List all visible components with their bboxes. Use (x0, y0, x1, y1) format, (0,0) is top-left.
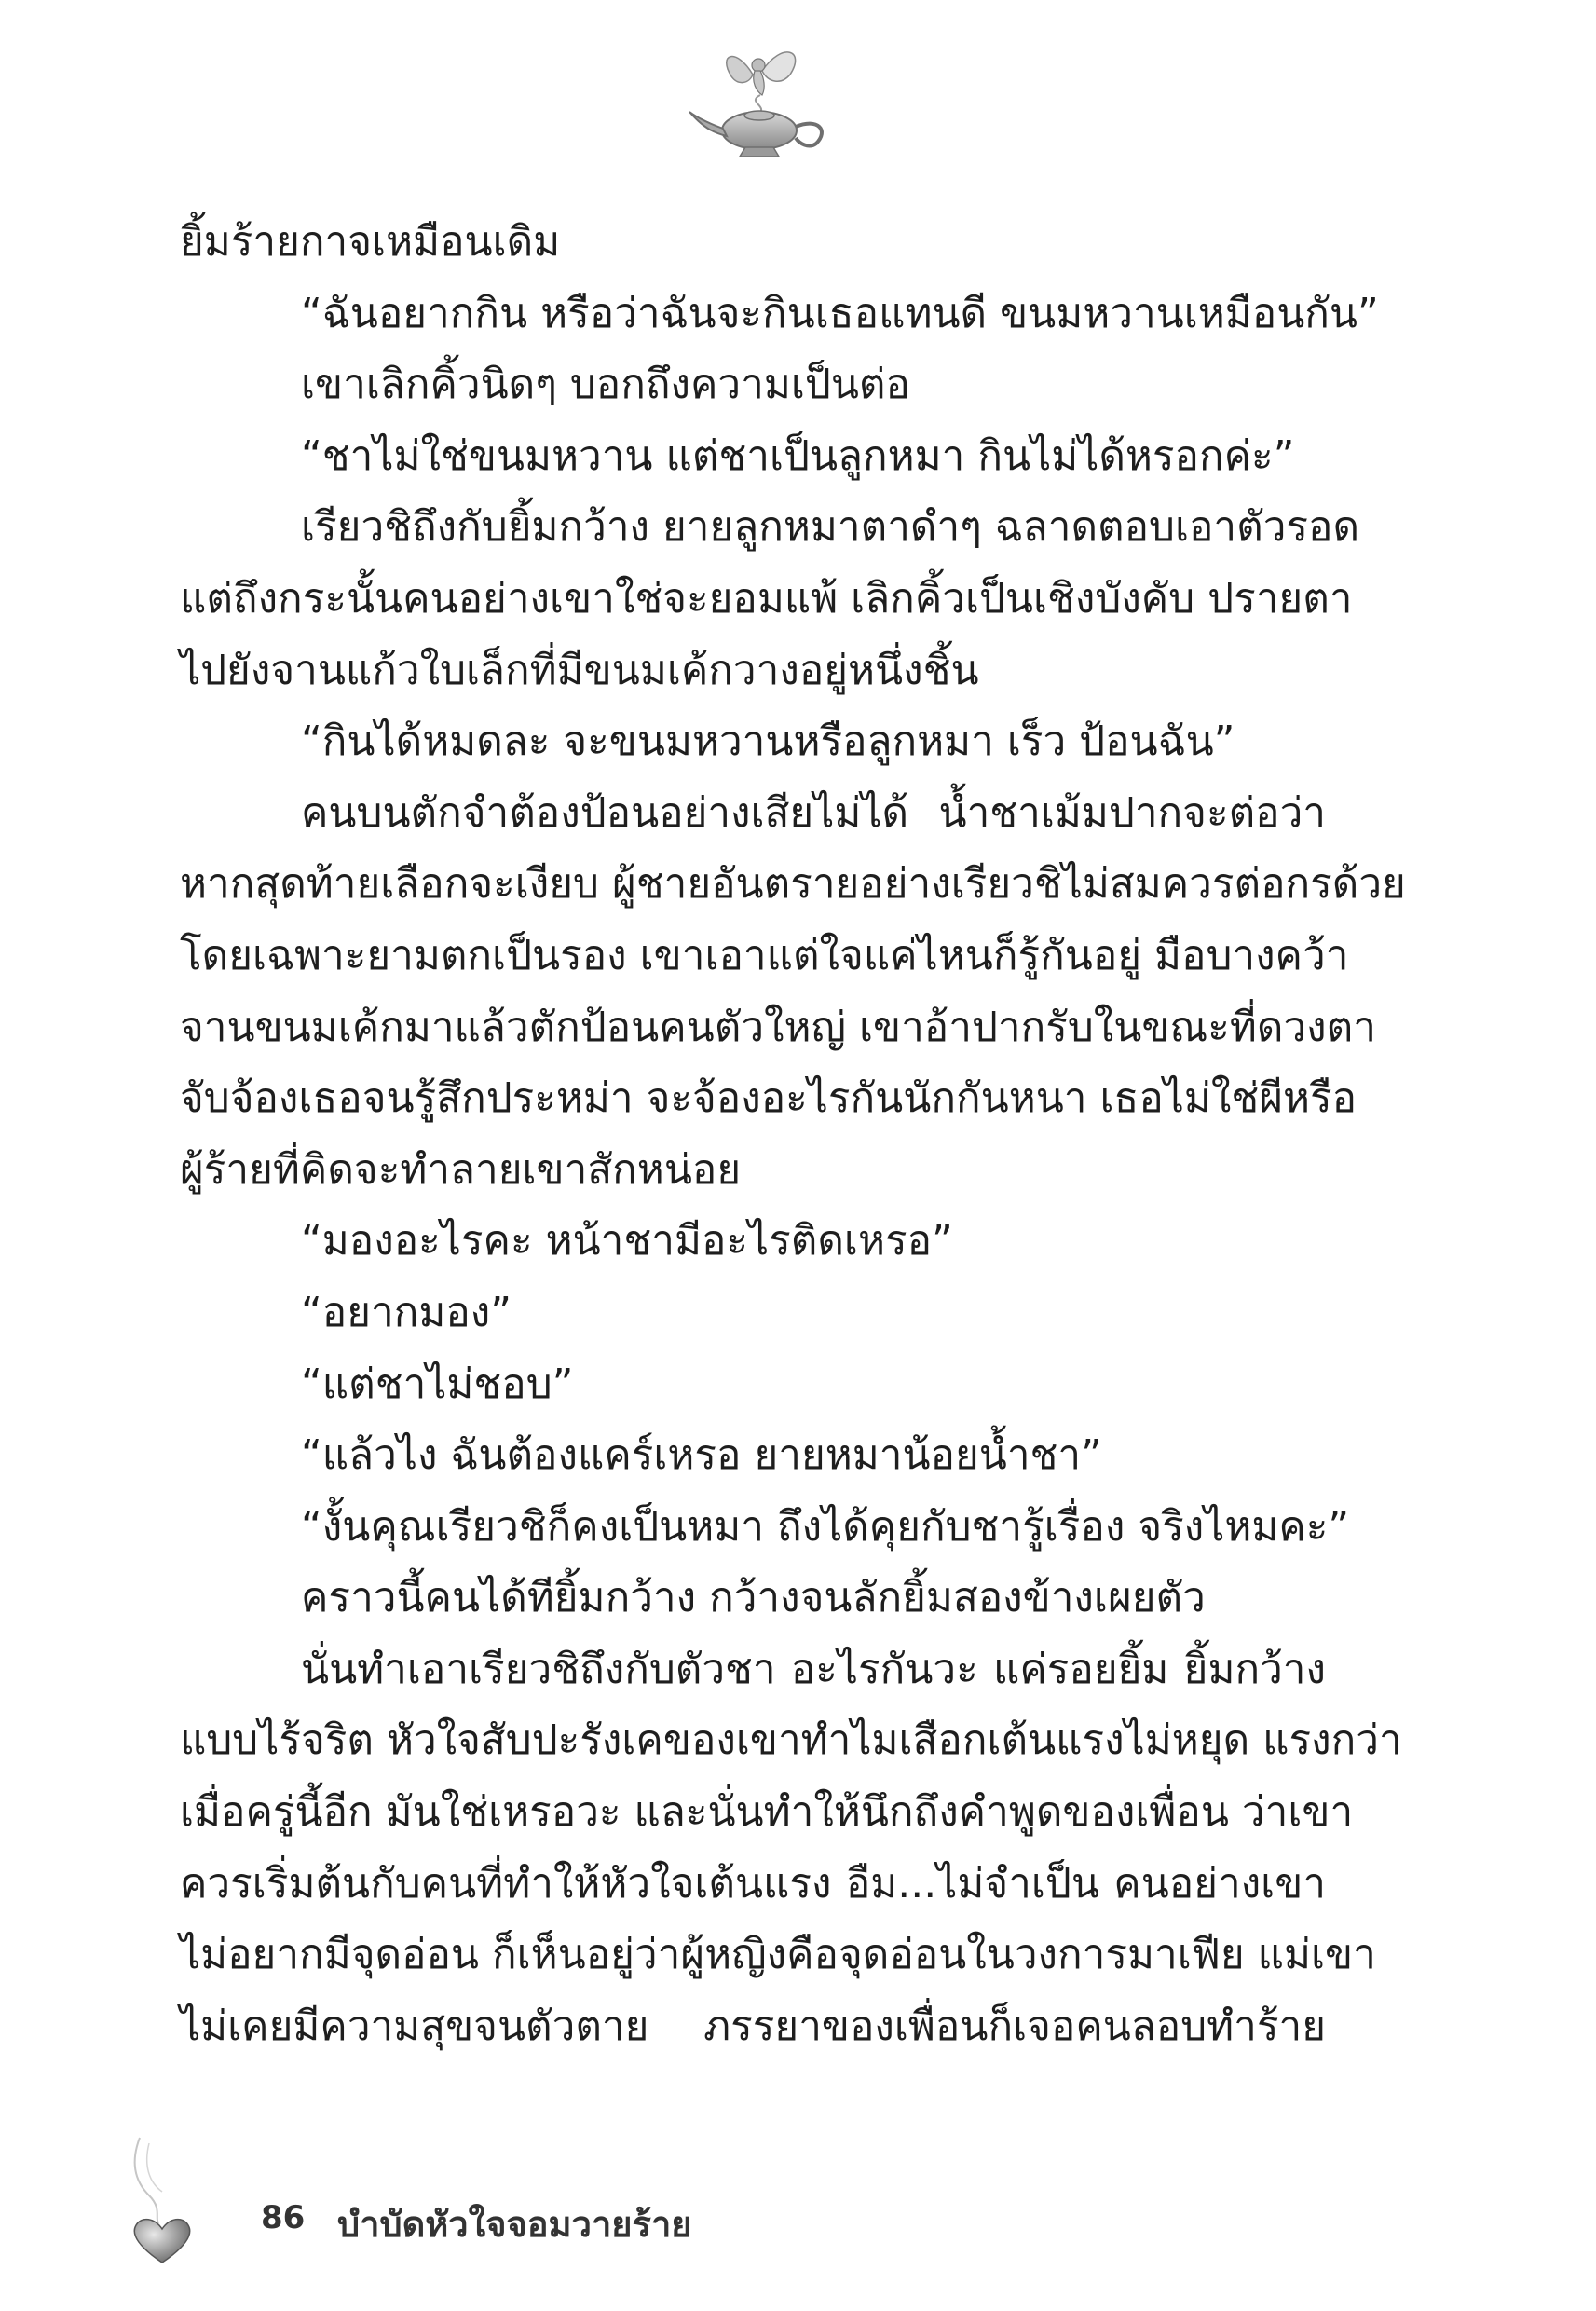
body-text (180, 207, 1406, 2062)
text-line: คราวนี้คนได้ทียิ้มกว้าง กว้างจนลักยิ้มสองข้างเผยตัว (301, 1574, 1206, 1622)
page-number: 86 (261, 2199, 306, 2236)
text-line: ไปยังจานแก้วใบเล็กที่มีขนมเค้กวางอยู่หนึ่งชิ้น (180, 646, 979, 694)
text-line: เมื่อครู่นี้อีก มันใช่เหรอวะ และนั่นทำให้นึกถึงคำพูดของเพื่อน ว่าเขา (180, 1788, 1354, 1837)
text-line: “กินได้หมดละ จะขนมหวานหรือลูกหมา เร็ว ป้อนฉัน” (301, 718, 1235, 766)
heart-swirl-icon (121, 2134, 205, 2264)
text-line: “งั้นคุณเรียวชิก็คงเป็นหมา ถึงได้คุยกับชารู้เรื่อง จริงไหมคะ” (301, 1502, 1350, 1551)
text-line: ไม่อยากมีจุดอ่อน ก็เห็นอยู่ว่าผู้หญิงคือจุดอ่อนในวงการมาเฟีย แม่เขา (180, 1931, 1376, 1979)
text-line: นั่นทำเอาเรียวชิถึงกับตัวชา อะไรกันวะ แค่รอยยิ้ม ยิ้มกว้าง (301, 1645, 1326, 1693)
text-line: “แต่ชาไม่ชอบ” (301, 1360, 574, 1408)
text-line: หากสุดท้ายเลือกจะเงียบ ผู้ชายอันตรายอย่างเรียวชิไม่สมควรต่อกรด้วย (180, 860, 1406, 909)
book-title: บำบัดหัวใจจอมวายร้าย (337, 2204, 692, 2245)
text-line: “แล้วไง ฉันต้องแคร์เหรอ ยายหมาน้อยน้ำชา” (301, 1431, 1102, 1480)
text-line: จานขนมเค้กมาแล้วตักป้อนคนตัวใหญ่ เขาอ้าปากรับในขณะที่ดวงตา (180, 1003, 1376, 1051)
text-line: “มองอะไรคะ หน้าชามีอะไรติดเหรอ” (301, 1217, 953, 1265)
page-footer (121, 2134, 773, 2264)
text-line: จับจ้องเธอจนรู้สึกประหม่า จะจ้องอะไรกันนักกันหนา เธอไม่ใช่ผีหรือ (180, 1074, 1357, 1123)
text-line: “ฉันอยากกิน หรือว่าฉันจะกินเธอแทนดี ขนมหวานเหมือนกัน” (301, 289, 1379, 337)
text-line: คนบนตักจำต้องป้อนอย่างเสียไม่ได้ น้ำชาเม้มปากจะต่อว่า (301, 788, 1326, 837)
text-line: ผู้ร้ายที่คิดจะทำลายเขาสักหน่อย (180, 1145, 742, 1194)
text-line: เขาเลิกคิ้วนิดๆ บอกถึงความเป็นต่อ (301, 361, 910, 409)
text-line: “ชาไม่ใช่ขนมหวาน แต่ชาเป็นลูกหมา กินไม่ได้หรอกค่ะ” (301, 431, 1295, 480)
text-line: “อยากมอง” (301, 1288, 512, 1336)
text-line: โดยเฉพาะยามตกเป็นรอง เขาเอาแต่ใจแค่ไหนก็รู้กันอยู่ มือบางคว้า (180, 931, 1349, 979)
text-line: เรียวชิถึงกับยิ้มกว้าง ยายลูกหมาตาดำๆ ฉลาดตอบเอาตัวรอด (301, 503, 1360, 552)
text-line: แต่ถึงกระนั้นคนอย่างเขาใช่จะยอมแพ้ เลิกคิ้วเป็นเชิงบังคับ ปรายตา (180, 574, 1353, 622)
text-line: ยิ้มร้ายกาจเหมือนเดิม (180, 218, 561, 266)
text-line: ควรเริ่มต้นกับคนที่ทำให้หัวใจเต้นแรง อืม...ไม่จำเป็น คนอย่างเขา (180, 1859, 1326, 1908)
text-line: ไม่เคยมีความสุขจนตัวตาย ภรรยาของเพื่อนก็เจอคนลอบทำร้าย (180, 2002, 1326, 2050)
text-line: แบบไร้จริต หัวใจสับปะรังเคของเขาทำไมเสือกเต้นแรงไม่หยุด แรงกว่า (180, 1716, 1402, 1765)
magic-lamp-icon (680, 37, 839, 168)
